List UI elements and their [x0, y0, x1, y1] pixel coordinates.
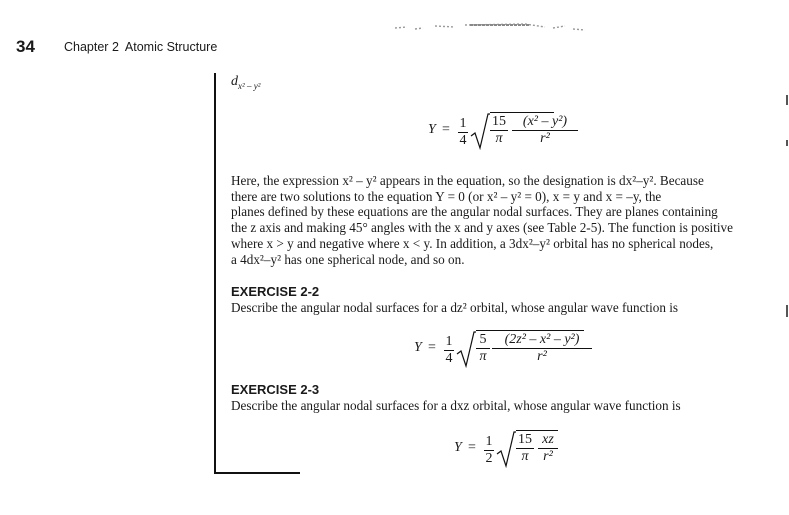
text-line: a 4dx²–y² has one spherical node, and so on. — [231, 251, 465, 267]
coefficient: $\frac{1}{4}$ — [445, 334, 453, 366]
expression-fraction: $\frac{\text{(x² – y²)}}{\text{r²}}$ — [512, 114, 578, 147]
chapter-number: Chapter 2 — [64, 40, 119, 54]
coefficient: $\frac{1}{2}$ — [485, 434, 493, 466]
eq-lhs: Y — [428, 122, 436, 137]
scan-noise — [395, 22, 590, 34]
radicand: $\frac{5}{\pi}$ — [476, 332, 490, 365]
radicand: $\frac{15}{\pi}$ — [492, 114, 506, 146]
text-line: planes defined by these equations are the angular nodal surfaces. They are planes containing — [231, 204, 718, 220]
body-paragraph — [231, 173, 743, 267]
exercise-2-2-text: Describe the angular nodal surfaces for a dz² orbital, whose angular wave function is — [231, 300, 679, 315]
eq-lhs: Y — [414, 340, 422, 355]
exercise-2-3-heading: EXERCISE 2-3 — [231, 382, 320, 397]
expression-fraction: $\frac{xz}{\text{r²}}$ — [538, 432, 558, 465]
equation-dz2: Y = $\frac{1}{4}$ $\frac{5}{\pi}$ $\frac{\text{(2z² – x² – y²)}}{\text{r²}}$ — [414, 328, 594, 378]
equation-dx2-y2: Y = $\frac{1}{4}$ $\frac{15}{\pi}$ $\frac{\text{(x² – y²)}}{\text{r²}}$ — [428, 110, 578, 160]
margin-rule — [214, 73, 216, 474]
exercise-2-2-heading: EXERCISE 2-2 — [231, 284, 320, 299]
page-number: 34 — [16, 37, 35, 56]
bottom-rule — [214, 472, 300, 474]
eq-lhs: Y — [454, 440, 462, 455]
sqrt-sign — [470, 112, 490, 150]
text-line: Here, the expression x² – y² appears in the equation, so the designation is dx²–y². Because — [231, 173, 704, 188]
text-line: the z axis and making 45° angles with the x and y axes (see Table 2-5). The function is positive — [231, 220, 733, 236]
expression-fraction: $\frac{\text{(2z² – x² – y²)}}{\text{r²}}$ — [492, 332, 592, 365]
equation-dxz: Y = $\frac{1}{2}$ $\frac{15}{\pi}$ $\frac{xz}{\text{r²}}$ — [454, 428, 564, 478]
edge-mark — [786, 140, 788, 146]
text-line: where x > y and negative where x < y. In addition, a 3dx²–y² orbital has no spherical nodes, — [231, 235, 714, 251]
exercise-2-3-text: Describe the angular nodal surfaces for a dxz orbital, whose angular wave function is — [231, 398, 681, 413]
edge-mark — [786, 95, 788, 105]
chapter-title: Atomic Structure — [124, 40, 218, 54]
sqrt-sign — [456, 330, 476, 368]
orbital-subscript: x² – y² — [238, 80, 261, 91]
running-header — [64, 40, 217, 54]
text-line: there are two solutions to the equation Y = 0 (or x² – y² = 0), x = y and x = –y, the — [231, 188, 662, 204]
edge-mark — [786, 305, 788, 317]
sqrt-sign — [496, 430, 516, 468]
orbital-heading: $d_{x^2 - y^2}$ — [231, 74, 261, 91]
radicand: $\frac{15}{\pi}$ — [518, 432, 532, 464]
coefficient: $\frac{1}{4}$ — [459, 116, 467, 148]
